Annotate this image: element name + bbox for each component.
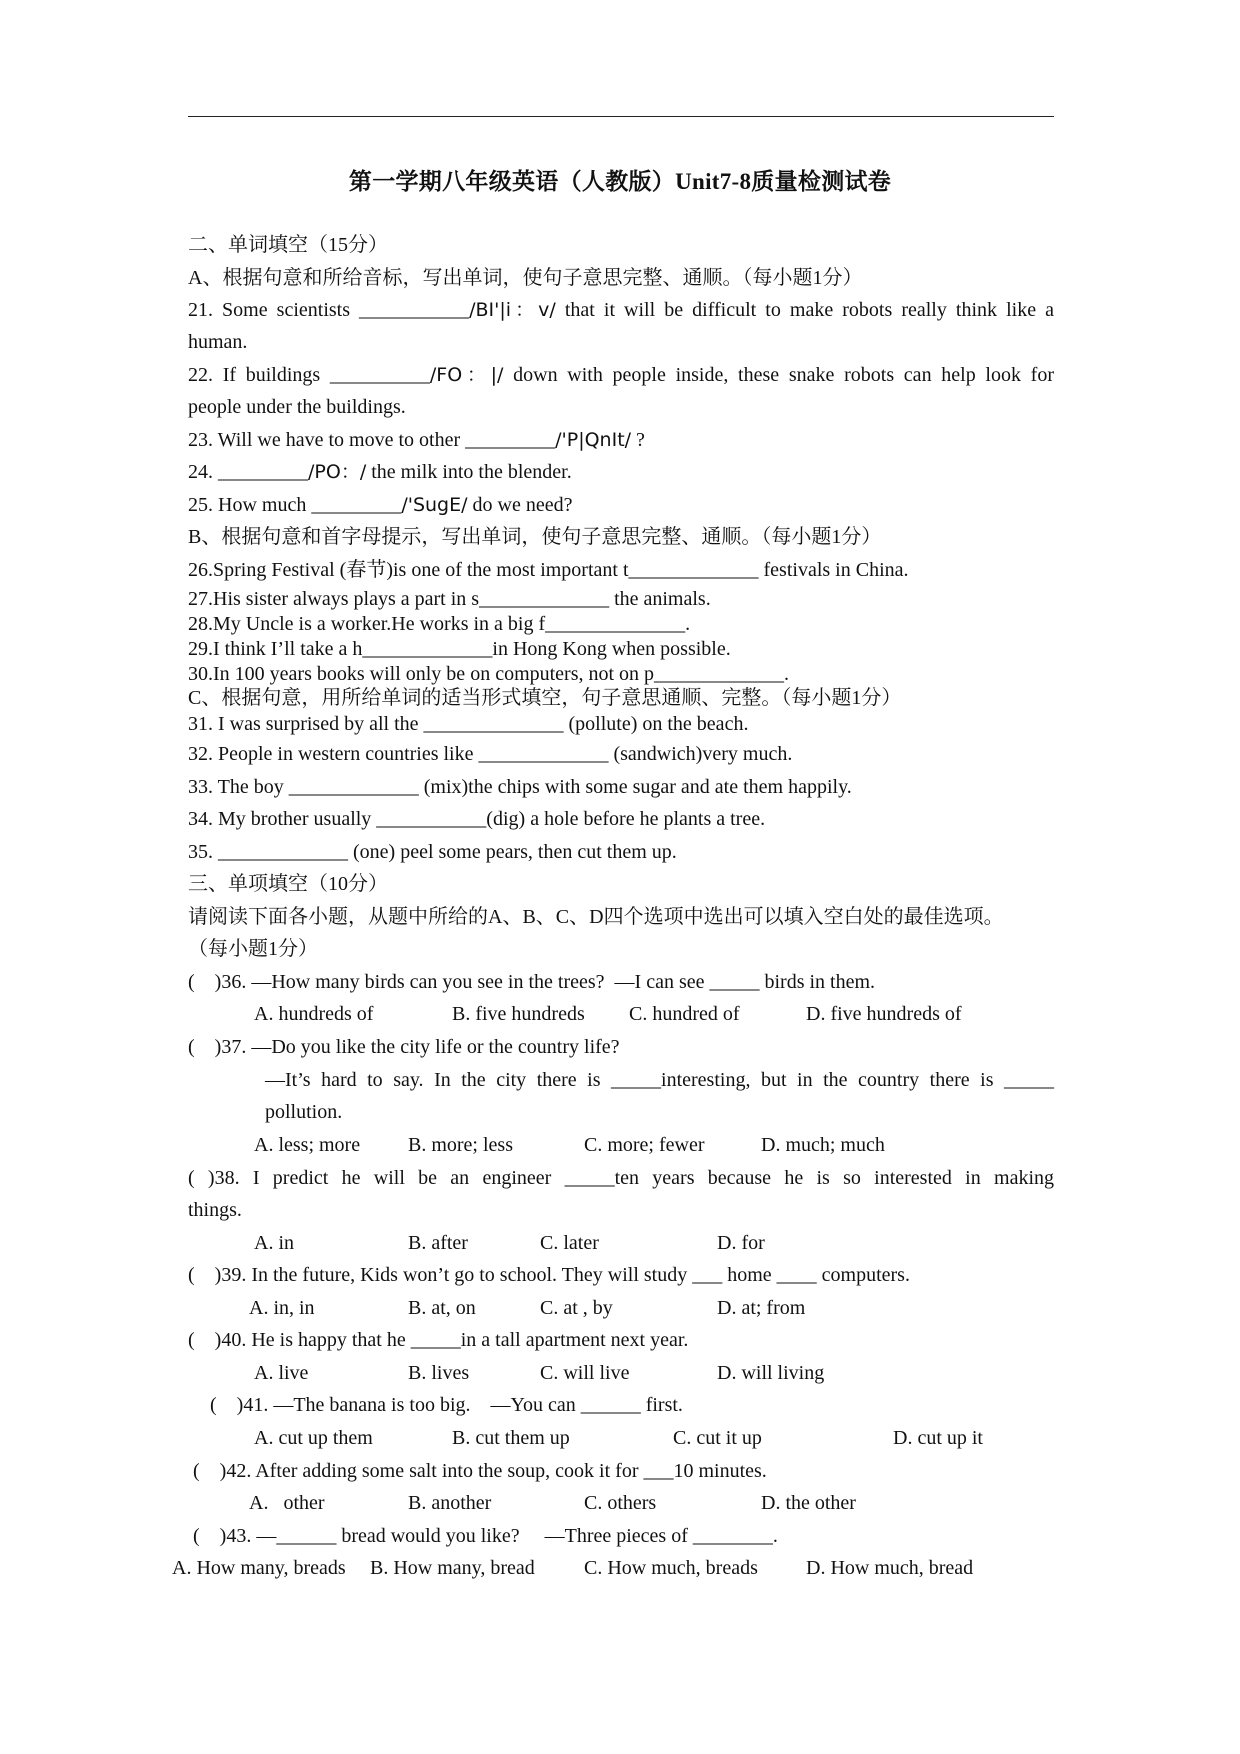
question-26: 26.Spring Festival (春节)is one of the most important t_____________ festivals in China. <box>188 559 909 581</box>
section3-instruction: 请阅读下面各小题，从题中所给的A、B、C、D四个选项中选出可以填入空白处的最佳选项。 <box>188 906 1004 928</box>
option-c: C. others <box>584 1492 657 1514</box>
question-24: 24. _________/PO：/ the milk into the blender. <box>188 461 572 483</box>
option-b: B. another <box>408 1492 492 1514</box>
question-27: 27.His sister always plays a part in s_____________ the animals. <box>188 588 711 610</box>
question-40: ( )40. He is happy that he _____in a tall apartment next year. <box>188 1329 689 1351</box>
option-d: D. How much, bread <box>806 1557 974 1579</box>
option-b: B. cut them up <box>452 1427 570 1449</box>
question-43: ( )43. —______ bread would you like? —Three pieces of ________. <box>193 1525 778 1547</box>
option-a: A. less; more <box>254 1134 361 1156</box>
question-35: 35. _____________ (one) peel some pears, then cut them up. <box>188 841 677 863</box>
question-34: 34. My brother usually ___________(dig) a hole before he plants a tree. <box>188 808 766 830</box>
header-rule <box>188 116 1054 117</box>
phonetic-21: /BI'|i：v/ <box>469 299 556 321</box>
question-37-line2: —It’s hard to say. In the city there is _____interesting, but in the country there is _____ <box>265 1069 1054 1091</box>
phonetic-24: /PO：/ <box>308 461 367 483</box>
question-36: ( )36. —How many birds can you see in the trees? —I can see _____ birds in them. <box>188 971 876 993</box>
phonetic-25: /'SugE/ <box>401 494 468 516</box>
option-c: C. later <box>540 1232 599 1254</box>
question-31: 31. I was surprised by all the ______________ (pollute) on the beach. <box>188 713 749 735</box>
option-d: D. the other <box>761 1492 856 1514</box>
option-c: C. at , by <box>540 1297 613 1319</box>
option-c: C. cut it up <box>673 1427 762 1449</box>
question-41: ( )41. —The banana is too big. —You can ______ first. <box>210 1394 683 1416</box>
section-heading-vocabulary: 二、单词填空（15分） <box>188 234 388 256</box>
question-21-cont: human. <box>188 331 248 353</box>
option-b: B. at, on <box>408 1297 476 1319</box>
option-a: A. live <box>254 1362 309 1384</box>
question-32: 32. People in western countries like _____________ (sandwich)very much. <box>188 743 793 765</box>
option-b: B. How many, bread <box>370 1557 535 1579</box>
option-c: C. more; fewer <box>584 1134 705 1156</box>
section3-instruction-cont: （每小题1分） <box>188 938 318 960</box>
question-37: ( )37. —Do you like the city life or the country life? <box>188 1036 620 1058</box>
part-a-instruction: A、根据句意和所给音标，写出单词，使句子意思完整、通顺。（每小题1分） <box>188 267 863 289</box>
option-d: D. at; from <box>717 1297 806 1319</box>
option-a: A. in, in <box>249 1297 315 1319</box>
option-a: A. How many, breads <box>172 1557 346 1579</box>
question-39: ( )39. In the future, Kids won’t go to school. They will study ___ home ____ computers. <box>188 1264 910 1286</box>
question-29: 29.I think I’ll take a h_____________in Hong Kong when possible. <box>188 638 731 660</box>
question-38: ( )38. I predict he will be an engineer _____ten years because he is so interested in making <box>188 1167 1054 1189</box>
question-42: ( )42. After adding some salt into the soup, cook it for ___10 minutes. <box>193 1460 767 1482</box>
option-d: D. cut up it <box>893 1427 983 1449</box>
question-23: 23. Will we have to move to other _________/'P|QnIt/ ? <box>188 429 645 451</box>
phonetic-22: /FO：|/ <box>429 364 504 386</box>
question-22-cont: people under the buildings. <box>188 396 406 418</box>
option-c: C. How much, breads <box>584 1557 758 1579</box>
question-33: 33. The boy _____________ (mix)the chips with some sugar and ate them happily. <box>188 776 852 798</box>
option-b: B. more; less <box>408 1134 513 1156</box>
option-a: A. other <box>249 1492 325 1514</box>
option-c: C. hundred of <box>629 1003 740 1025</box>
question-30: 30.In 100 years books will only be on computers, not on p_____________. <box>188 663 790 685</box>
option-c: C. will live <box>540 1362 630 1384</box>
section-heading-single-choice: 三、单项填空（10分） <box>188 873 388 895</box>
question-22: 22. If buildings __________/FO：|/ down with people inside, these snake robots can help look for <box>188 364 1054 386</box>
question-37-line3: pollution. <box>265 1101 343 1123</box>
option-d: D. for <box>717 1232 765 1254</box>
option-d: D. much; much <box>761 1134 885 1156</box>
question-25: 25. How much _________/'SugE/ do we need? <box>188 494 573 516</box>
option-a: A. hundreds of <box>254 1003 374 1025</box>
question-21: 21. Some scientists ___________/BI'|i：v/ that it will be difficult to make robots really think like a <box>188 299 1055 321</box>
option-a: A. in <box>254 1232 294 1254</box>
part-c-instruction: C、根据句意，用所给单词的适当形式填空，句子意思通顺、完整。（每小题1分） <box>188 687 902 709</box>
option-d: D. five hundreds of <box>806 1003 962 1025</box>
phonetic-23: /'P|QnIt/ <box>555 429 632 451</box>
option-d: D. will living <box>717 1362 825 1384</box>
question-28: 28.My Uncle is a worker.He works in a big f______________. <box>188 613 691 635</box>
option-a: A. cut up them <box>254 1427 373 1449</box>
option-b: B. after <box>408 1232 468 1254</box>
question-38-cont: things. <box>188 1199 242 1221</box>
page-title: 第一学期八年级英语（人教版）Unit7-8质量检测试卷 <box>348 169 892 194</box>
option-b: B. lives <box>408 1362 470 1384</box>
part-b-instruction: B、根据句意和首字母提示，写出单词，使句子意思完整、通顺。（每小题1分） <box>188 526 882 548</box>
option-b: B. five hundreds <box>452 1003 585 1025</box>
question-43-options <box>0 1556 1240 1700</box>
